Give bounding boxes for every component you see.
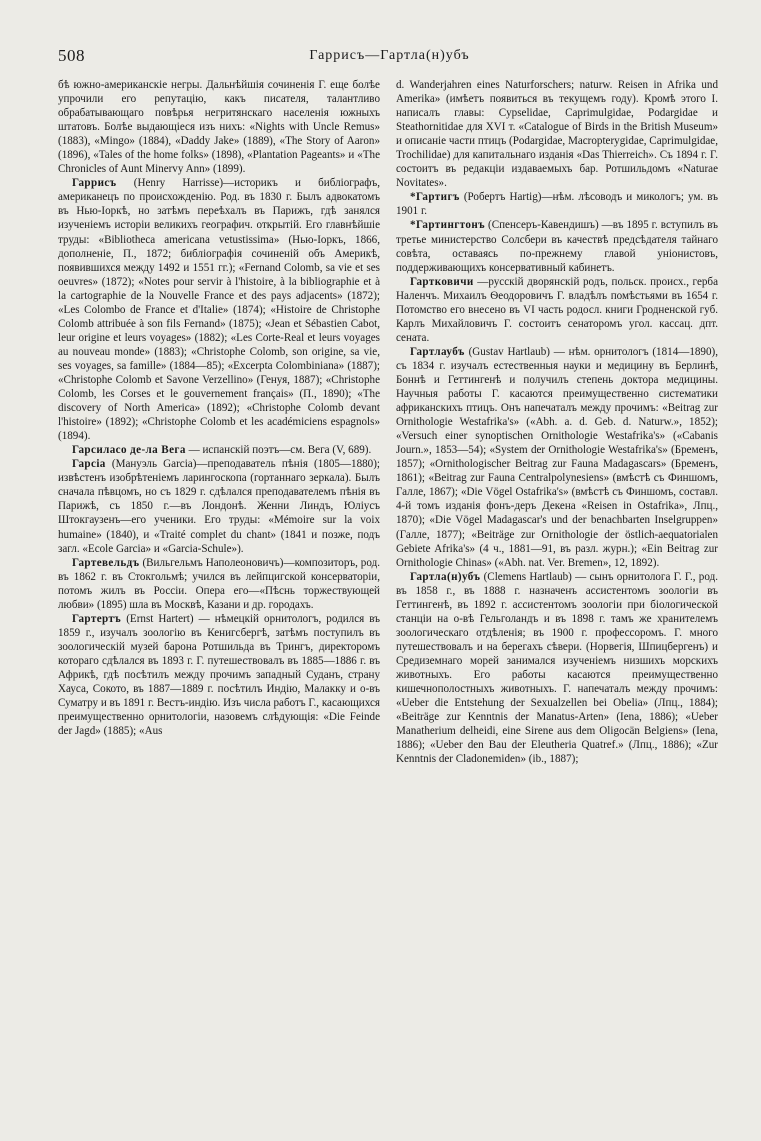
dictionary-entry — [58, 78, 380, 176]
entry-text: (Робертъ Hartig)—нѣм. лѣсоводъ и микологъ; ум. въ 1901 г. — [396, 191, 718, 218]
entry-headword: Гартла(н)убъ — [410, 570, 481, 583]
dictionary-entry — [58, 443, 380, 457]
columns — [58, 78, 721, 766]
entry-text: (Ernst Hartert) — нѣмецкiй орнитологъ, родился въ 1859 г., изучалъ зоологiю въ Кенигсбергѣ, затѣмъ поступилъ въ зоологическiй музей барона Ротшильда въ Трингъ, директоромъ котораго сдѣлался въ 1893 г. Г. путешествовалъ въ 1885—1886 г. въ Африкѣ, гдѣ посѣтилъ между прочимъ западный Суданъ, страну Хауса, Сокото, въ 1887—1889 г. посѣтилъ Индiю, Малакку и о-въ Суматру и въ 1891 г. Вестъ-индiю. Изъ числа работъ Г., касающихся преимущественно орнитологiи, назовемъ слѣдующiя: «Die Feinde der Jagd» (1885); «Aus — [58, 612, 380, 738]
dictionary-entry — [396, 190, 718, 218]
right-column — [396, 78, 718, 766]
page-number: 508 — [58, 46, 85, 65]
entry-text: —русскiй дворянскiй родъ, польск. происх., герба Наленчъ. Михаилъ Ѳеодоровичъ Г. владѣлъ помѣстьями въ 1654 г. Потомство его внесено въ VI часть родосл. книги Гродненской губ. Карлъ Михайловичъ Г. состоитъ сенаторомъ угол. кассац. дпт. сената. — [396, 275, 718, 344]
entry-headword: Гартлаубъ — [410, 345, 465, 358]
entry-headword: Гарсiа — [72, 458, 106, 471]
dictionary-entry — [396, 570, 718, 767]
entry-text: (Спенсеръ-Кавендишъ) —въ 1895 г. вступилъ въ третье министерство Солсбери въ качествѣ предсѣдателя тайнаго совѣта, оставаясь по-прежнему главой унiонистовъ, поддерживающихъ консервативный кабинетъ. — [396, 219, 718, 274]
dictionary-entry — [58, 457, 380, 555]
entry-text: (Вильгельмъ Наполеоновичъ)—композиторъ, род. въ 1862 г. въ Стокгольмѣ; учился въ лейпцигской консерваторiи, потомъ жилъ въ Россiи. Опера его—«Пѣснь торжествующей любви» (1895) шла въ Москвѣ, Казани и др. городахъ. — [58, 556, 380, 611]
entry-headword: Гарсиласо де-ла Вега — [72, 444, 186, 457]
dictionary-entry — [396, 275, 718, 345]
entry-headword: Гартертъ — [72, 612, 122, 625]
dictionary-entry — [58, 556, 380, 612]
entry-headword: Гартковичи — [410, 275, 474, 288]
entry-text: (Clemens Hartlaub) — сынъ орнитолога Г. Г., род. въ 1858 г., въ 1888 г. назначенъ ассистентомъ зоологiи въ Геттингенѣ, въ 1892 г. ассистентомъ зоологiи при бiологической станцiи на о-вѣ Гельголандъ и въ 1898 г. тамъ же хранителемъ зоологическаго отдѣленiя; въ 1900 г. профессоромъ. Г. много путешествовалъ и на берегахъ сѣвери. (Норвегiя, Шпицбергенъ) и Средиземнаго морей занимался изученiемъ низшихъ морскихъ животныхъ. Его работы касаются преимущественно кишечнополостныхъ животныхъ. Г. напечаталъ между прочимъ: «Ueber die Entstehung der Sexualzellen bei Obelia» (Лпц., 1884); «Beiträge zur Kenntnis der Manatus-Arten» (Iena, 1886); «Ueber Manatherium delheidi, eine Sirene aus dem Oligocän Belgiens» (Iena, 1886); «Ueber den Bau der Eleutheria Quatref.» (Лпц., 1886); «Zur Kenntnis der Cladonemiden» (ib., 1887); — [396, 570, 719, 766]
entry-headword: Гаррисъ — [72, 177, 117, 190]
page-header — [58, 46, 721, 72]
entry-headword: *Гартигъ — [410, 191, 460, 204]
entry-headword: *Гартингтонъ — [410, 219, 485, 232]
entry-text: бѣ южно-американскiе негры. Дальнѣйшiя сочиненiя Г. еще болѣе упрочили его репутацiю, какъ писателя, талантливо обрабатывающаго повѣрья негритянскаго населенiя южныхъ штатовъ. Болѣе выдающiеся изъ нихъ: «Nights with Uncle Remus» (1883), «Mingo» (1884), «Daddy Jake» (1889), «The Story of Aaron» (1896), «Tales of the home folks» (1898), «Plantation Pageants» и «The Chronicles of Aunt Minervy Ann» (1899). — [58, 79, 380, 176]
dictionary-entry — [58, 612, 380, 738]
entry-headword: Гартевельдъ — [72, 556, 140, 569]
left-column — [58, 78, 380, 766]
dictionary-entry — [58, 176, 380, 443]
entry-text: (Мануэль Garcia)—преподаватель пѣнiя (1805—1880); извѣстенъ изобрѣтенiемъ ларингоскопа (гортаннаго зеркала). Былъ сначала пѣвцомъ, но съ 1829 г. сдѣлался преподавателемъ пѣнiя въ Парижѣ, съ 1850 г.—въ Лондонѣ. Женни Линдъ, Юлiусъ Штокгаузенъ—его ученики. Его труды: «Mémoire sur la voix humaine» (1840), и «Traité complet du chant» (1841 и позже, подъ загл. «Ecole Garcia» и «Garcia-Schule»). — [58, 458, 380, 555]
entry-text: (Gustav Hartlaub) — нѣм. орнитологъ (1814—1890), съ 1834 г. изучалъ естественныя науки и медицину въ Берлинѣ, Боннѣ и Геттингенѣ и получилъ степень доктора медицины. Научныя работы Г. касаются преимущественно систематики африканскихъ птицъ. Онъ напечаталъ между прочимъ: «Beitrag zur Ornithologie Westafrika's» («Abh. a. d. Geb. d. Naturw.», 1852); «Versuch einer synoptischen Ornithologie Westafrika's» («Cabanis Journ.», 1853—54); «System der Ornithologie Westafrika's» (Бременъ, 1857); «Ornithologischer Beitrag zur Fauna Madagascars» (Бременъ, 1861); «Beitrag zur Fauna Centralpolynesiens» (вмѣстѣ съ Финшомъ, Галле, 1867); «Die Vögel Ostafrika's» (вмѣстѣ съ Финшомъ, составл. 4-й томъ изданiя фонъ-деръ Декена «Reisen in Ostafrika», Лпц., 1870); «Die Vögel Madagascar's und der benachbarten Inselgruppen» (Галле, 1877); «Beiträge zur Ornithologie der östlich-aequatorialen Gebiete Afrika's» (4 ч., 1881—91, въ разл. журн.); «Ein Beitrag zur Ornithologie Chinas» («Abh. nat. Ver. Bremen», 12, 1892). — [396, 345, 718, 569]
entry-text: d. Wanderjahren eines Naturforschers; naturw. Reisen in Afrika und Amerika» (имѣетъ появиться въ текущемъ году). Кромѣ этого I. написалъ главы: Cypselidae, Caprimulgidae, Podargidae и Steathornitidae для XVI т. «Catalogue of Birds in the British Museum» и описанiе части птицъ (Podargidae, Macropterygidae, Caprimulgidae, Trochilidae) для капитальнаго изданiя «Das Thierreich». Съ 1894 г. Г. состоитъ въ редакцiи издаваемыхъ бар. Ротшильдомъ «Naturae Novitates». — [396, 79, 718, 190]
running-head: Гаррисъ—Гартла(н)убъ — [309, 48, 470, 63]
dictionary-entry — [396, 78, 718, 190]
dictionary-entry — [396, 218, 718, 274]
dictionary-entry — [396, 345, 718, 570]
entry-text: (Henry Harrisse)—историкъ и библiографъ, американецъ по происхожденiю. Род. въ 1830 г. Былъ адвокатомъ въ Нью-Iоркѣ, но затѣмъ переѣхалъ въ Парижъ, гдѣ занялся изученiемъ исторiи великихъ географич. открытiй. Его главнѣйшiе труды: «Bibliotheca americana vetustissima» (Нью-Iоркъ, 1866, дополненiе, П., 1872; библiографiя сочиненiй объ Америкѣ, появившихся между 1492 и 1551 гг.); «Fernand Colomb, sa vie et ses oeuvres» (1872); «Notes pour servir à l'histoire, à la bibliographie et à la cartographie de la Nouvelle France et des pays adjacents» (1872); «Les Colombo de France et d'Italie» (1874); «Histoire de Christophe Colomb attribuée à son fils Fernand» (1875); «Jean et Sébastien Cabot, leur origine et leurs voyages» (1882); «Les Corte-Real et leurs voyages au nouveau monde» (1883); «Christophe Colomb, son origine, sa vie, ses voyages, sa famille» (1884—85); «Excerpta Colombiniana» (1887); «Christophe Colomb et Savone Verzellino» (Генуя, 1887); «Christophe Colomb, les Corses et le gouvernement français» (П., 1890); «The discovery of North America» (1892); «Christophe Colomb devant l'histoire» (1892); «Christophe Colomb et les académiciens espagnols» (1894). — [58, 177, 381, 443]
entry-text: — испанскiй поэтъ—см. Вега (V, 689). — [188, 444, 372, 457]
